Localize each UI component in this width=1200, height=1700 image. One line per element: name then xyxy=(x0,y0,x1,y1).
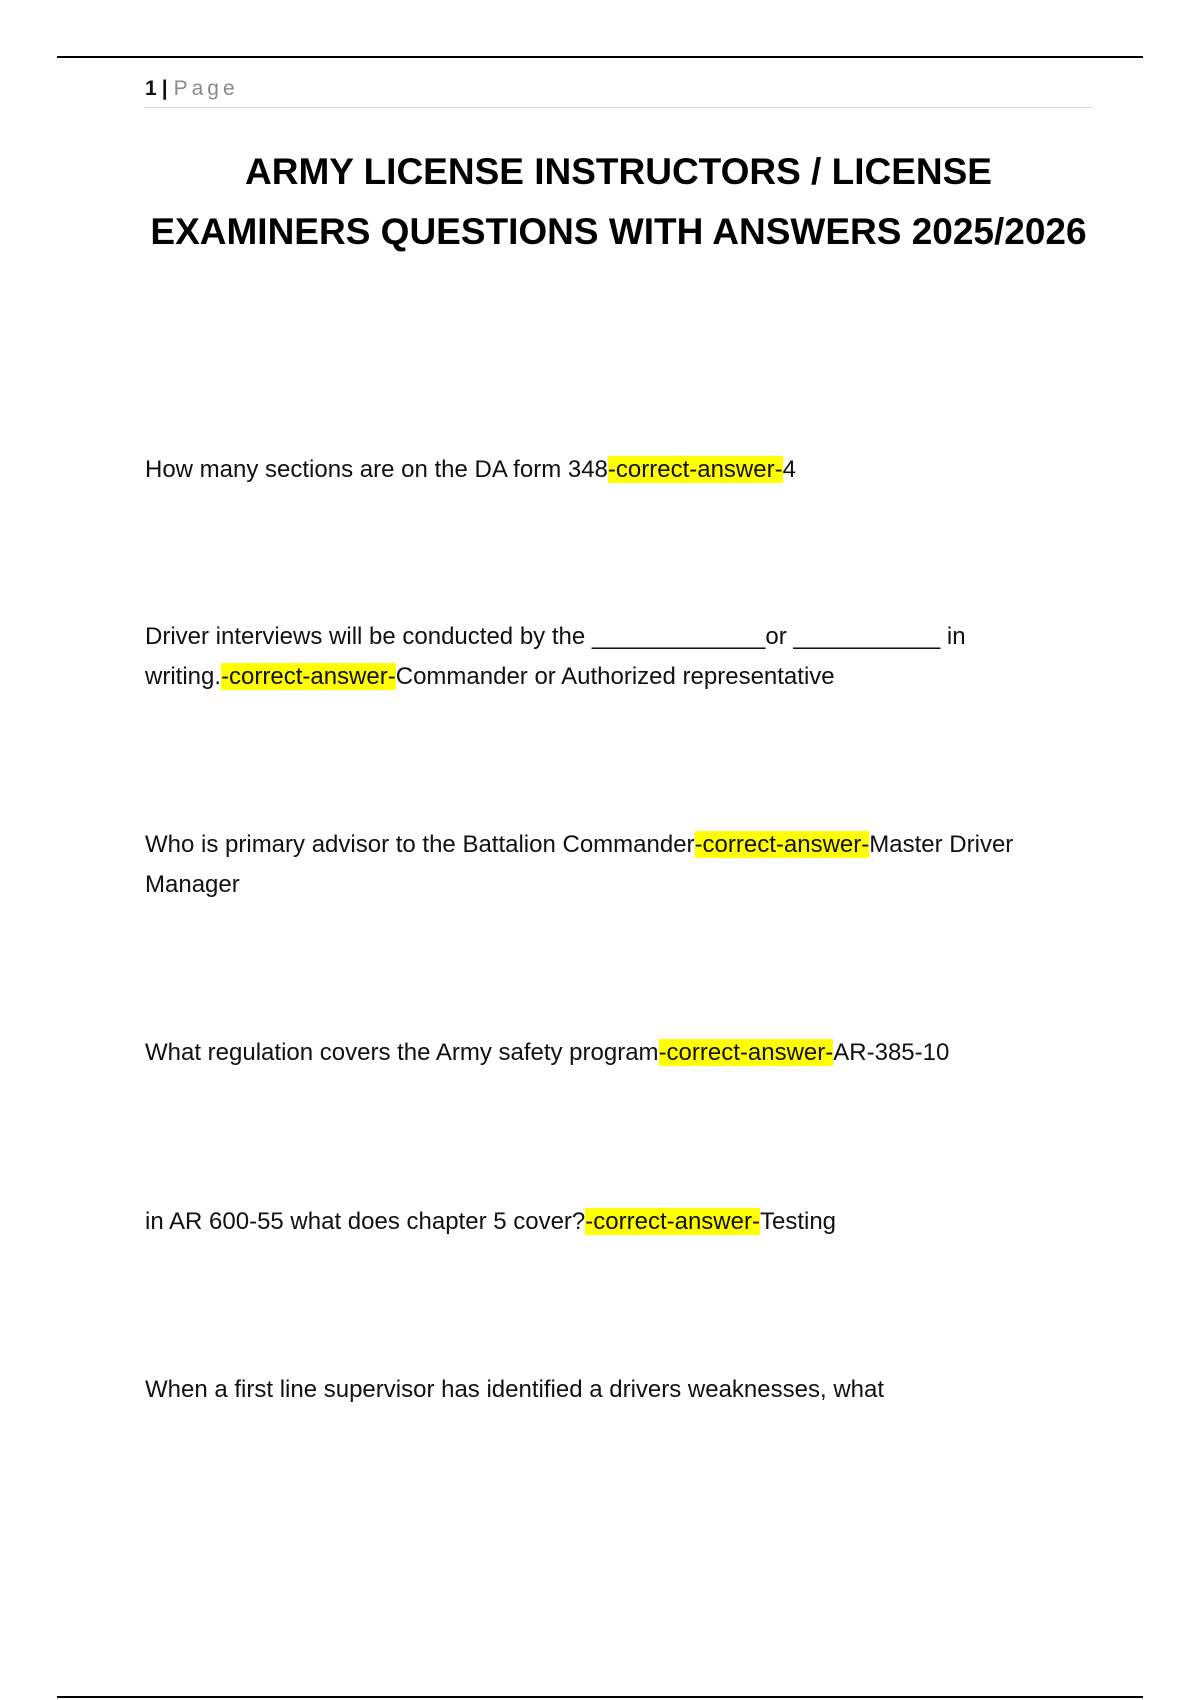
answer-text: Testing xyxy=(759,1208,837,1235)
top-rule xyxy=(57,56,1143,58)
question-text: Who is primary advisor to the Battalion Commander xyxy=(145,831,695,858)
qa-item xyxy=(145,1202,1045,1242)
answer-text: AR-385-10 xyxy=(833,1039,950,1066)
question-text: What regulation covers the Army safety program xyxy=(145,1039,659,1066)
answer-text: 4 xyxy=(782,456,796,483)
question-text: in AR 600-55 what does chapter 5 cover? xyxy=(145,1208,586,1235)
qa-item xyxy=(145,617,1045,697)
question-text: How many sections are on the DA form 348 xyxy=(145,456,608,483)
bottom-rule xyxy=(57,1696,1143,1698)
answer-text: Master Driver Manager xyxy=(145,831,1014,898)
correct-answer-marker: -correct-answer- xyxy=(694,831,870,858)
correct-answer-marker: -correct-answer- xyxy=(585,1208,760,1235)
page-number: 1 xyxy=(145,77,157,100)
page-header xyxy=(145,74,1092,108)
page-label: Page xyxy=(173,77,239,100)
qa-item xyxy=(145,1033,1045,1073)
correct-answer-marker: -correct-answer- xyxy=(658,1039,834,1066)
qa-item xyxy=(145,825,1045,905)
qa-item xyxy=(145,450,1045,490)
correct-answer-marker: -correct-answer- xyxy=(221,663,396,690)
qa-item xyxy=(145,1370,1045,1410)
question-text: When a first line supervisor has identified a drivers weaknesses, what xyxy=(145,1376,885,1403)
question-text: Driver interviews will be conducted by the _____________or ___________ in writing. xyxy=(145,623,966,690)
document-title: ARMY LICENSE INSTRUCTORS / LICENSE EXAMINERS QUESTIONS WITH ANSWERS 2025/2026 xyxy=(150,151,1087,252)
correct-answer-marker: -correct-answer- xyxy=(607,456,783,483)
page-separator: | xyxy=(161,77,168,100)
answer-text: Commander or Authorized representative xyxy=(395,663,835,690)
